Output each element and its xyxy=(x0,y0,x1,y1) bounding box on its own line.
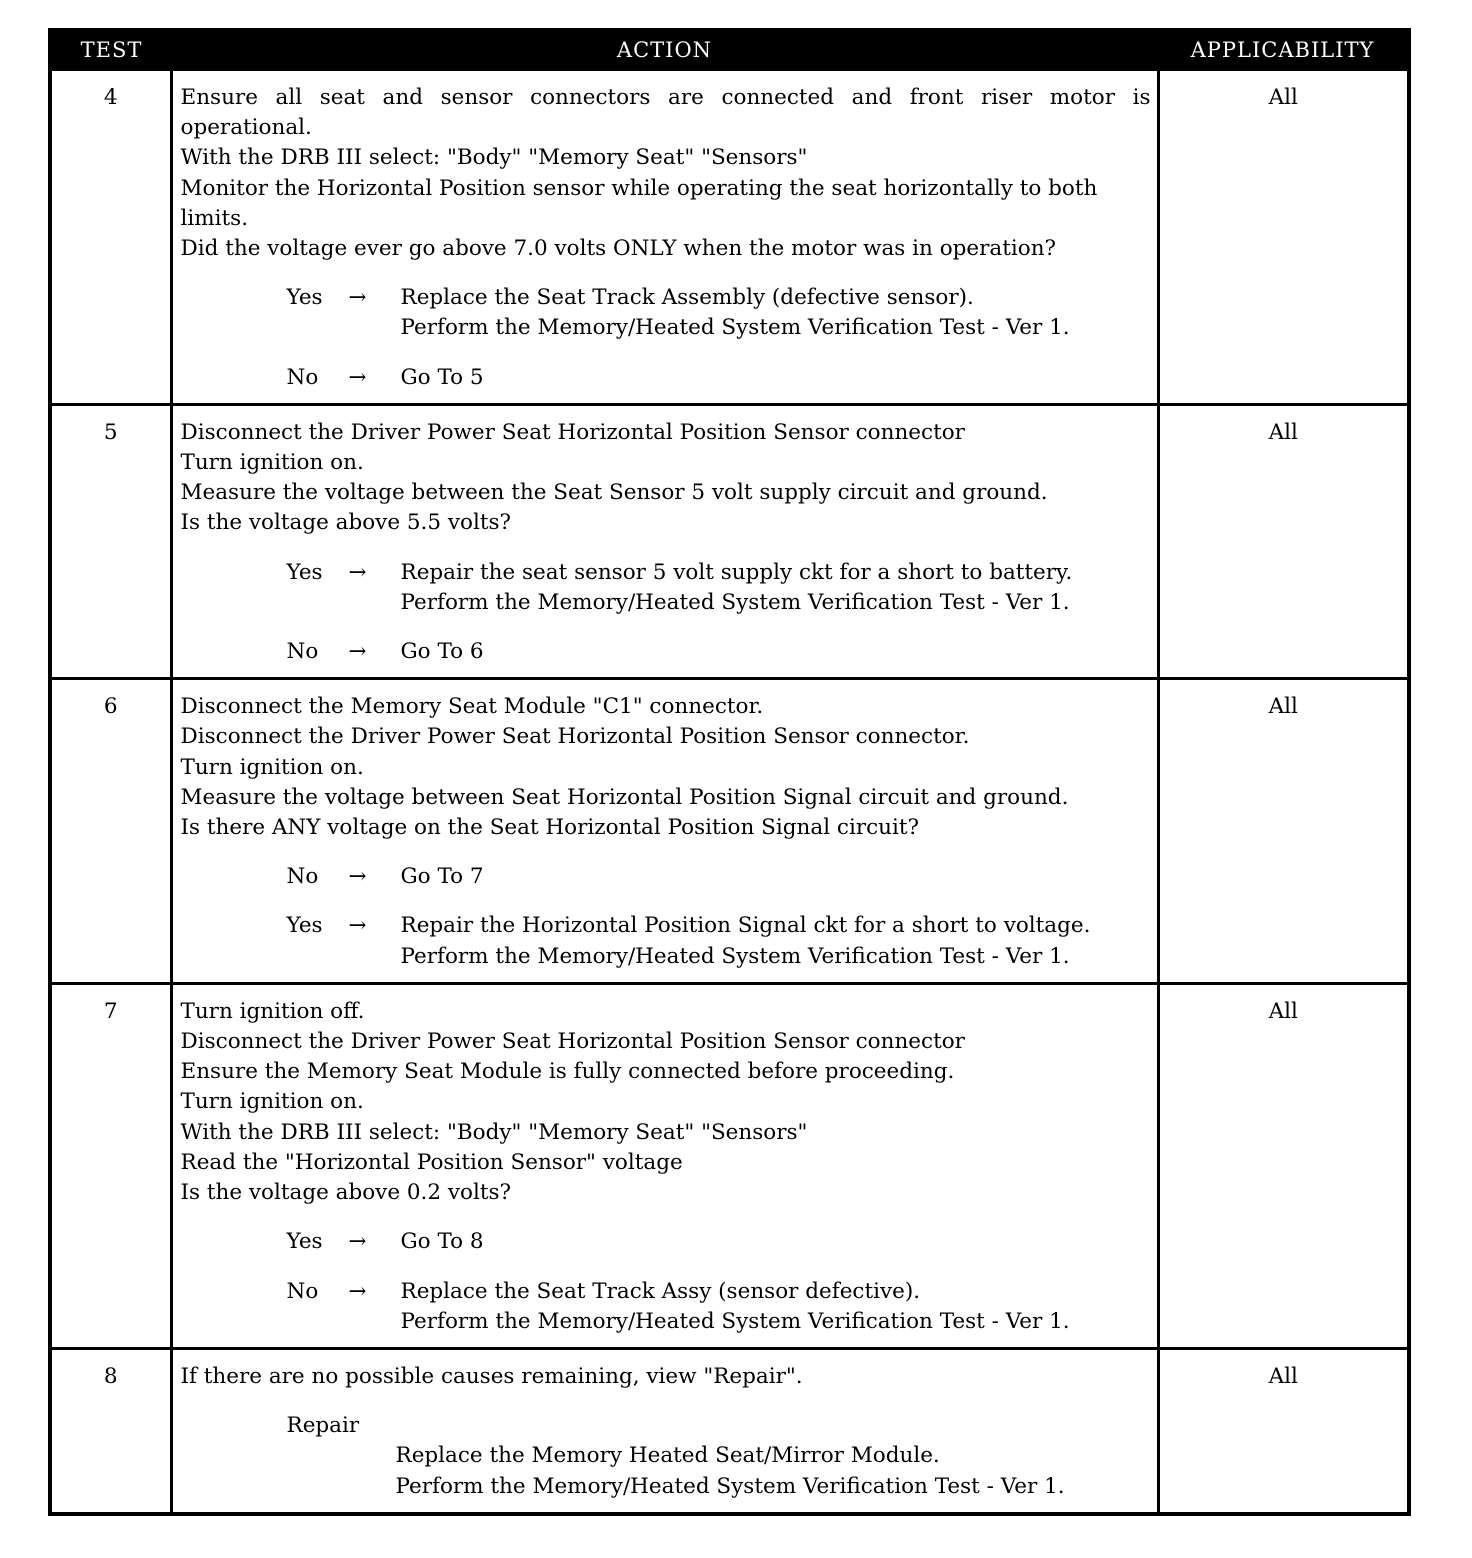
table-row xyxy=(52,70,1407,405)
test-number: 8 xyxy=(52,1348,171,1511)
result-line: Replace the Seat Track Assembly (defective sensor). xyxy=(400,285,974,311)
applicability-cell: All xyxy=(1158,70,1407,405)
arrow-right-icon: → xyxy=(348,364,367,390)
branch-result xyxy=(401,1227,1151,1257)
branch-result xyxy=(401,862,1151,892)
branch-result xyxy=(401,911,1151,971)
branch-yes xyxy=(181,283,1151,343)
arrow-right-icon: → xyxy=(348,1229,367,1255)
action-cell xyxy=(171,70,1158,405)
action-cell xyxy=(171,1348,1158,1511)
instruction-line: Disconnect the Memory Seat Module "C1" connector. xyxy=(180,694,764,720)
arrow-right-icon: → xyxy=(348,285,367,311)
arrow-right-icon: → xyxy=(348,864,367,890)
instruction-line: operational. xyxy=(180,115,312,141)
table-row xyxy=(52,404,1407,678)
applicability-cell: All xyxy=(1158,404,1407,678)
arrow-right-icon: → xyxy=(348,559,367,585)
branch-result xyxy=(401,363,1151,393)
instruction-line: Did the voltage ever go above 7.0 volts ONLY when the motor was in operation? xyxy=(180,236,1057,262)
instruction-line: Disconnect the Driver Power Seat Horizontal Position Sensor connector. xyxy=(180,724,970,750)
test-number: 6 xyxy=(52,679,171,984)
test-number: 5 xyxy=(52,404,171,678)
arrow-right-icon: → xyxy=(348,913,367,939)
branch-no xyxy=(181,862,1151,892)
repair-label: Repair xyxy=(286,1413,360,1439)
header-test: TEST xyxy=(52,32,171,70)
result-line: Go To 5 xyxy=(400,364,484,390)
table-body xyxy=(52,70,1407,1512)
repair-line: Replace the Memory Heated Seat/Mirror Module. xyxy=(395,1443,940,1469)
instruction-line: Ensure all seat and sensor connectors are connected and front riser motor is xyxy=(180,85,1151,110)
repair-instructions xyxy=(396,1441,1151,1501)
branch-yes xyxy=(181,1227,1151,1257)
header-action: ACTION xyxy=(171,32,1158,70)
table-row xyxy=(52,1348,1407,1511)
repair-line: Perform the Memory/Heated System Verification Test - Ver 1. xyxy=(395,1473,1065,1499)
branch-label: No xyxy=(286,1278,319,1304)
instruction-line: Turn ignition on. xyxy=(180,450,364,476)
instruction-line: Read the "Horizontal Position Sensor" voltage xyxy=(180,1149,683,1175)
branch-label: No xyxy=(286,364,319,390)
diagnostic-test-table xyxy=(48,28,1411,1516)
result-line: Repair the Horizontal Position Signal ckt for a short to voltage. xyxy=(400,913,1091,939)
applicability-cell: All xyxy=(1158,679,1407,984)
table-row xyxy=(52,679,1407,984)
action-cell xyxy=(171,983,1158,1348)
table-header-row xyxy=(52,32,1407,70)
branch-result xyxy=(401,283,1151,343)
result-line: Replace the Seat Track Assy (sensor defective). xyxy=(400,1278,921,1304)
branch-result xyxy=(401,637,1151,667)
branch-yes xyxy=(181,558,1151,618)
instruction-line: Turn ignition off. xyxy=(180,998,365,1024)
branch-result xyxy=(401,558,1151,618)
branch-label: No xyxy=(286,864,319,890)
branch-yes xyxy=(181,911,1151,971)
result-line: Perform the Memory/Heated System Verification Test - Ver 1. xyxy=(400,589,1070,615)
action-cell xyxy=(171,679,1158,984)
result-line: Perform the Memory/Heated System Verification Test - Ver 1. xyxy=(400,1308,1070,1334)
result-line: Perform the Memory/Heated System Verification Test - Ver 1. xyxy=(400,315,1070,341)
action-cell xyxy=(171,404,1158,678)
instruction-line: Disconnect the Driver Power Seat Horizontal Position Sensor connector xyxy=(180,1029,965,1055)
instruction-line: Monitor the Horizontal Position sensor while operating the seat horizontally to both xyxy=(180,175,1098,201)
table-row xyxy=(52,983,1407,1348)
instruction-line: Is there ANY voltage on the Seat Horizontal Position Signal circuit? xyxy=(180,815,920,841)
branch-no xyxy=(181,363,1151,393)
test-number: 7 xyxy=(52,983,171,1348)
branch-label: Yes xyxy=(286,285,323,311)
test-number: 4 xyxy=(52,70,171,405)
instruction-line: With the DRB III select: "Body" "Memory Seat" "Sensors" xyxy=(180,145,808,171)
instruction-line: With the DRB III select: "Body" "Memory Seat" "Sensors" xyxy=(180,1119,808,1145)
result-line: Perform the Memory/Heated System Verification Test - Ver 1. xyxy=(400,943,1070,969)
repair-section xyxy=(287,1411,1151,1441)
result-line: Repair the seat sensor 5 volt supply ckt for a short to battery. xyxy=(400,559,1073,585)
branch-no xyxy=(181,1277,1151,1337)
branch-result xyxy=(401,1277,1151,1337)
branch-label: Yes xyxy=(286,1229,323,1255)
applicability-cell: All xyxy=(1158,983,1407,1348)
result-line: Go To 6 xyxy=(400,639,484,665)
instruction-line: Turn ignition on. xyxy=(180,1089,364,1115)
instruction-line: Measure the voltage between the Seat Sensor 5 volt supply circuit and ground. xyxy=(180,480,1048,506)
instruction-line: Measure the voltage between Seat Horizontal Position Signal circuit and ground. xyxy=(180,784,1069,810)
test-table xyxy=(52,32,1407,1512)
result-line: Go To 8 xyxy=(400,1229,484,1255)
branch-label: Yes xyxy=(286,913,323,939)
result-line: Go To 7 xyxy=(400,864,484,890)
branch-label: No xyxy=(286,639,319,665)
arrow-right-icon: → xyxy=(348,639,367,665)
instruction-line: Is the voltage above 5.5 volts? xyxy=(180,510,512,536)
branch-no xyxy=(181,637,1151,667)
header-applicability: APPLICABILITY xyxy=(1158,32,1407,70)
instruction-line: Disconnect the Driver Power Seat Horizontal Position Sensor connector xyxy=(180,419,965,445)
arrow-right-icon: → xyxy=(348,1278,367,1304)
instruction-line: Ensure the Memory Seat Module is fully connected before proceeding. xyxy=(180,1059,955,1085)
instruction-line: Is the voltage above 0.2 volts? xyxy=(180,1180,512,1206)
applicability-cell: All xyxy=(1158,1348,1407,1511)
instruction-line: Turn ignition on. xyxy=(180,754,364,780)
instruction-line: If there are no possible causes remaining, view "Repair". xyxy=(180,1363,803,1389)
instruction-line: limits. xyxy=(180,205,249,231)
branch-label: Yes xyxy=(286,559,323,585)
